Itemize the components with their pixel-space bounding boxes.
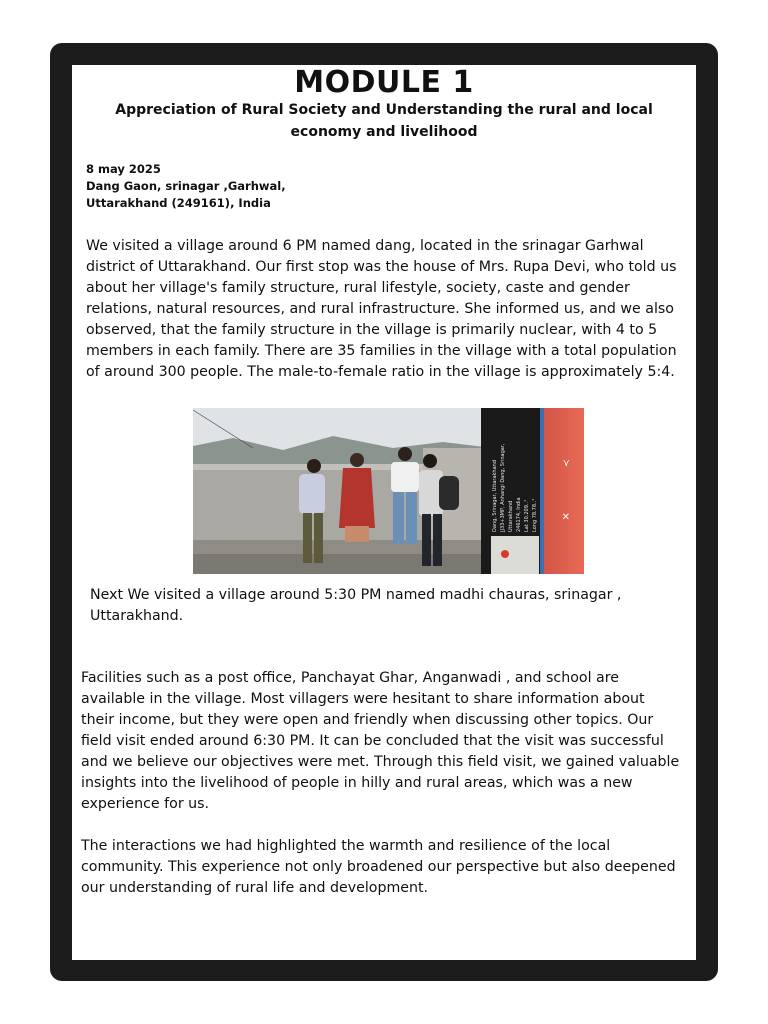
gps-info: Dang, Srinagar, Uttarakhand JJ33+3MP, Anhangi Dang, Srinagar, Uttarakhand 246174, India Lat 30.209..° Long 78.78..° bbox=[492, 443, 538, 532]
module-title: MODULE 1 bbox=[294, 65, 474, 100]
gps-mini-map bbox=[491, 536, 539, 574]
close-icon: ✕ bbox=[561, 512, 570, 523]
document-page bbox=[72, 65, 696, 960]
gps-overlay bbox=[481, 408, 584, 574]
module-subtitle: Appreciation of Rural Society and Understanding the rural and local economy and livelihood bbox=[115, 102, 653, 140]
visit-date: 8 may 2025 bbox=[86, 162, 161, 176]
paragraph-conclusion: The interactions we had highlighted the warmth and resilience of the local community. This experience not only broadened our perspective but also deepened our understanding of rural life and development. bbox=[81, 838, 676, 896]
gps-side-strip bbox=[544, 408, 584, 574]
paragraph-madhi-chauras-visit: Next We visited a village around 5:30 PM named madhi chauras, srinagar , Uttarakhand. bbox=[90, 587, 622, 624]
paragraph-dang-visit: We visited a village around 6 PM named dang, located in the srinagar Garhwal district of Uttarakhand. Our first stop was the house of Mrs. Rupa Devi, who told us about her village's family structure, rural lifestyle, society, caste and gender relations, natural resources, and rural infrastructure. She informed us, and we also observed, that the family structure in the village is primarily nuclear, with 4 to 5 members in each family. There are 35 families in the village with a total population of around 300 people. The male-to-female ratio in the village is approximately 5:4. bbox=[86, 238, 677, 380]
visit-location-line-2: Uttarakhand (249161), India bbox=[86, 196, 271, 210]
visit-location-line-1: Dang Gaon, srinagar ,Garhwal, bbox=[86, 179, 286, 193]
paragraph-facilities: Facilities such as a post office, Panchayat Ghar, Anganwadi , and school are available in the village. Most villagers were hesitant to share information about their income, but they were open and friendly when discussing other topics. Our field visit ended around 6:30 PM. It can be concluded that the visit was successful and we believe our objectives were met. Through this field visit, we gained valuable insights into the livelihood of people in hilly and rural areas, which was a new experience for us. bbox=[81, 670, 680, 812]
field-visit-photo bbox=[193, 408, 584, 574]
chevron-icon: ⋎ bbox=[562, 458, 570, 469]
visit-meta bbox=[86, 161, 486, 212]
map-pin-icon bbox=[501, 550, 509, 558]
